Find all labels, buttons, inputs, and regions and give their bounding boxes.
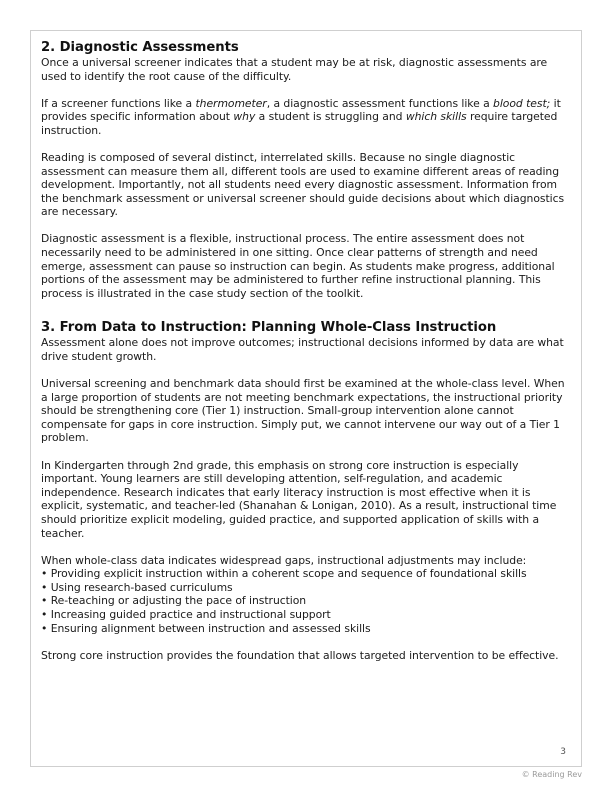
section-data-to-instruction <box>41 320 571 662</box>
paragraph: Universal screening and benchmark data should first be examined at the whole-class level. When a large proportion of students are not meeting benchmark expectations, the instructional priority should be strengthening core (Tier 1) instruction. Small-group intervention alone cannot compensate for gaps in core instruction. Simply put, we cannot intervene our way out of a Tier 1 problem. <box>41 377 565 445</box>
paragraph: Diagnostic assessment is a flexible, instructional process. The entire assessment does not necessarily need to be administered in one sitting. Once clear patterns of strength and need emerge, assessment can pause so instruction can begin. As students make progress, additional portions of the assessment may be administered to further refine instructional planning. This process is illustrated in the case study section of the toolkit. <box>41 232 555 300</box>
emphasis: blood test; <box>493 96 551 110</box>
page-content <box>41 40 571 676</box>
list-item: • Using research-based curriculums <box>41 580 233 594</box>
emphasis: which skills <box>405 110 467 124</box>
emphasis: thermometer <box>195 96 267 110</box>
paragraph: Once a universal screener indicates that a student may be at risk, diagnostic assessments are used to identify the root cause of the difficulty. <box>41 56 548 83</box>
paragraph: When whole-class data indicates widespread gaps, instructional adjustments may include: <box>41 553 527 567</box>
paragraph-analogy: If a screener functions like a thermometer, a diagnostic assessment functions like a blood test; it provides specific information about why a student is struggling and which skills require targeted instruction. <box>41 96 561 137</box>
paragraph: Reading is composed of several distinct, interrelated skills. Because no single diagnostic assessment can measure them all, different tools are used to examine different areas of reading development. Importantly, not all students need every diagnostic assessment. Information from the benchmark assessment or universal screener should guide decisions about which diagnostics are necessary. <box>41 150 565 219</box>
list-item: • Providing explicit instruction within a coherent scope and sequence of foundational skills <box>41 567 527 581</box>
paragraph: Strong core instruction provides the foundation that allows targeted intervention to be effective. <box>41 648 559 662</box>
emphasis: why <box>233 110 256 124</box>
page-number: 3 <box>560 747 566 757</box>
section-heading: 2. Diagnostic Assessments <box>41 40 239 55</box>
copyright-notice: © Reading Rev <box>521 770 582 779</box>
bullet-list <box>41 567 571 635</box>
list-item: • Increasing guided practice and instructional support <box>41 608 331 621</box>
list-item: • Ensuring alignment between instruction and assessed skills <box>41 621 371 635</box>
list-item: • Re-teaching or adjusting the pace of instruction <box>41 594 307 608</box>
paragraph: In Kindergarten through 2nd grade, this emphasis on strong core instruction is especially important. Young learners are still developing attention, self-regulation, and academic independence. Research indicates that early literacy instruction is most effective when it is explicit, systematic, and teacher-led (Shanahan & Lonigan, 2010). As a result, instructional time should prioritize explicit modeling, guided practice, and supported application of skills with a teacher. <box>41 458 557 540</box>
section-diagnostic-assessments <box>41 40 571 300</box>
paragraph: Assessment alone does not improve outcomes; instructional decisions informed by data are what drive student growth. <box>41 336 564 363</box>
section-heading: 3. From Data to Instruction: Planning Whole-Class Instruction <box>41 320 497 336</box>
